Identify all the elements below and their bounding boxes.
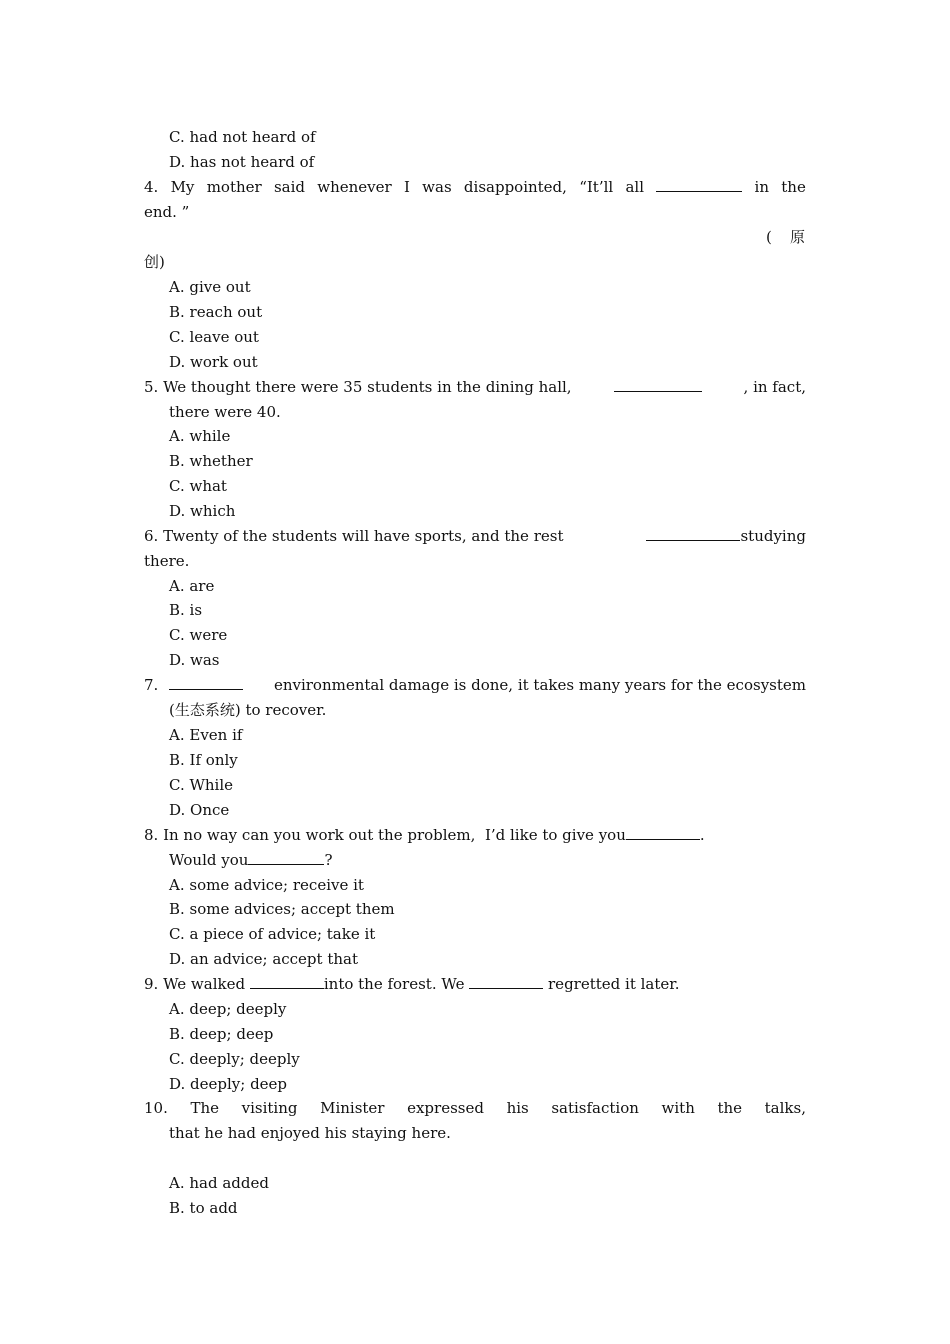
q8-line2-start: Would you (169, 851, 249, 869)
q10-word: expressed (407, 1099, 484, 1117)
q8-option-b: B. some advices; accept them (169, 900, 395, 918)
q4-option-d: D. work out (169, 353, 258, 371)
q4-word: all (625, 178, 644, 196)
q7-option-d: D. Once (169, 801, 230, 819)
q5-stem-end: , in fact, (743, 378, 806, 396)
q9-answer-blank-1[interactable] (250, 974, 324, 989)
q10-word: talks, (764, 1099, 806, 1117)
q10-option-a: A. had added (169, 1174, 269, 1192)
q9-stem-line1 (144, 974, 680, 994)
q10-word: The (190, 1099, 220, 1117)
q6-option-b: B. is (169, 601, 203, 619)
q4-option-b: B. reach out (169, 303, 263, 321)
q7-stem-line2: (生态系统) to recover. (169, 701, 327, 719)
q8-answer-blank-2[interactable] (248, 850, 324, 865)
q5-answer-blank[interactable] (614, 377, 702, 392)
q6-option-a: A. are (169, 577, 215, 595)
q4-answer-blank[interactable] (656, 177, 742, 192)
q8-option-a: A. some advice; receive it (169, 876, 364, 894)
q8-stem-end: . (699, 826, 705, 844)
q4-word: was (422, 178, 452, 196)
q5-option-d: D. which (169, 502, 236, 520)
q4-word: I (403, 178, 410, 196)
q6-stem-start: 6. Twenty of the students will have sports, and the rest (144, 527, 564, 545)
q6-option-c: C. were (169, 626, 228, 644)
q4-source-close: 创) (144, 253, 165, 271)
q9-stem-mid: into the forest. We (323, 975, 465, 993)
q7-option-a: A. Even if (169, 726, 243, 744)
q4-option-a: A. give out (169, 278, 251, 296)
q4-word: “It’ll (579, 178, 614, 196)
q6-option-d: D. was (169, 651, 220, 669)
q7-option-c: C. While (169, 776, 234, 794)
q10-word: the (717, 1099, 743, 1117)
q10-stem-line1 (144, 1098, 806, 1118)
q6-stem-end: studying (740, 527, 806, 545)
q5-option-c: C. what (169, 477, 227, 495)
q4-stem-line2: end. ” (144, 203, 190, 221)
q10-option-b: B. to add (169, 1199, 238, 1217)
q8-stem-line2 (169, 850, 332, 870)
q4-word: My (170, 178, 195, 196)
q10-word: with (661, 1099, 695, 1117)
q8-line2-end: ? (324, 851, 333, 869)
q10-word: visiting (241, 1099, 298, 1117)
q7-answer-blank[interactable] (169, 675, 243, 690)
q4-word: said (273, 178, 305, 196)
q9-option-b: B. deep; deep (169, 1025, 274, 1043)
q7-number: 7. (144, 676, 159, 694)
q6-answer-blank[interactable] (646, 526, 740, 541)
q3-option-d-text: D. has not heard of (169, 153, 315, 171)
q8-option-d: D. an advice; accept that (169, 950, 358, 968)
q5-option-b: B. whether (169, 452, 253, 470)
q8-stem-start: 8. In no way can you work out the problem, I’d like to give you (144, 826, 626, 844)
q5-stem-line2: there were 40. (169, 403, 281, 421)
q10-word: satisfaction (551, 1099, 639, 1117)
q9-answer-blank-2[interactable] (469, 974, 543, 989)
q7-option-b: B. If only (169, 751, 238, 769)
q4-word: in (754, 178, 769, 196)
q5-stem-start: 5. We thought there were 35 students in the dining hall, (144, 378, 572, 396)
q4-word: whenever (317, 178, 392, 196)
q4-word: the (781, 178, 806, 196)
q9-stem-end: regretted it later. (548, 975, 680, 993)
q9-option-a: A. deep; deeply (169, 1000, 287, 1018)
q6-stem-line2: there. (144, 552, 190, 570)
q7-start-group (144, 675, 243, 695)
q4-word: mother (206, 178, 262, 196)
q9-stem-start: 9. We walked (144, 975, 246, 993)
q4-option-c: C. leave out (169, 328, 259, 346)
q10-word: Minister (320, 1099, 385, 1117)
q10-stem-line2: that he had enjoyed his staying here. (169, 1124, 451, 1142)
q9-option-d: D. deeply; deep (169, 1075, 288, 1093)
q4-source-word: 原 (790, 228, 806, 246)
q4-number: 4. (144, 178, 159, 196)
q7-stem-end: environmental damage is done, it takes many years for the ecosystem (273, 676, 806, 694)
q6-blank-group (646, 526, 806, 546)
q6-stem-line1 (144, 526, 806, 546)
q4-source-open: ( (766, 228, 772, 246)
q5-stem-line1 (144, 377, 806, 397)
q9-option-c: C. deeply; deeply (169, 1050, 300, 1068)
q5-option-a: A. while (169, 427, 231, 445)
q8-option-c: C. a piece of advice; take it (169, 925, 376, 943)
q4-stem-line1 (144, 177, 806, 197)
q8-stem-line1 (144, 825, 705, 845)
q7-stem-line1 (144, 675, 806, 695)
q8-answer-blank-1[interactable] (626, 825, 700, 840)
q4-word: disappointed, (463, 178, 567, 196)
q10-number: 10. (144, 1099, 168, 1117)
q10-word: his (506, 1099, 529, 1117)
q3-option-c-text: C. had not heard of (169, 128, 316, 146)
